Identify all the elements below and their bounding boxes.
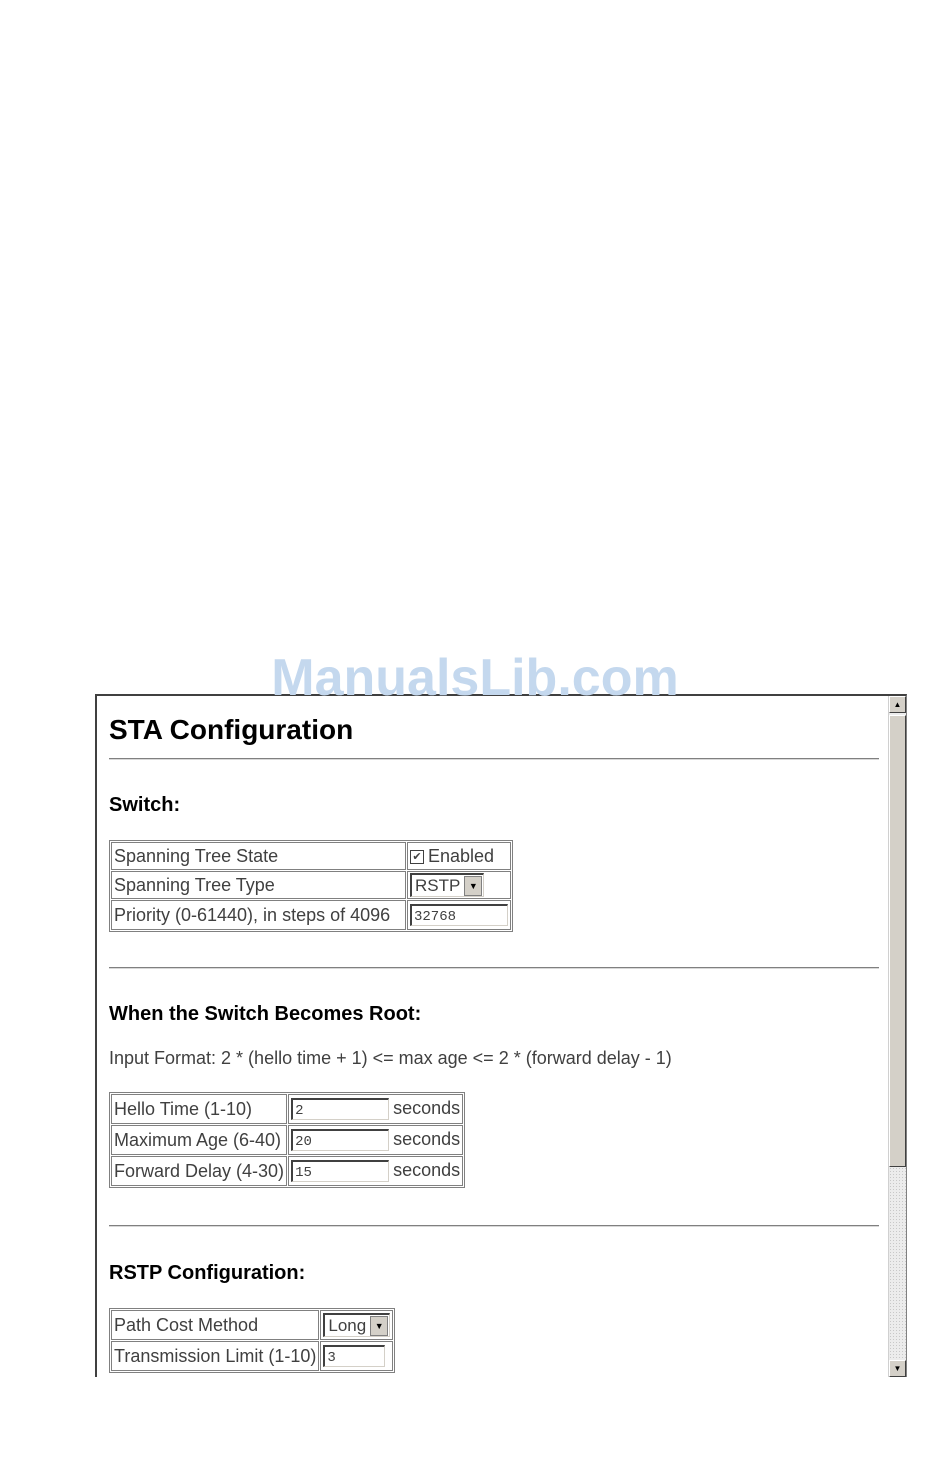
spanning-tree-type-select[interactable] <box>410 873 484 897</box>
scroll-up-arrow-icon[interactable]: ▲ <box>889 696 906 713</box>
spanning-tree-type-label: Spanning Tree Type <box>111 871 406 899</box>
rstp-table <box>109 1308 395 1373</box>
dropdown-arrow-icon[interactable]: ▼ <box>464 876 482 896</box>
max-age-input[interactable]: 20 <box>291 1129 389 1151</box>
hello-time-cell <box>288 1094 463 1124</box>
hello-time-input[interactable]: 2 <box>291 1098 389 1120</box>
forward-delay-unit: seconds <box>393 1159 461 1180</box>
table-row <box>111 842 511 870</box>
path-cost-method-cell <box>320 1310 393 1340</box>
enabled-label: Enabled <box>428 845 495 866</box>
table-row <box>111 1125 463 1155</box>
table-row <box>111 1094 463 1124</box>
switch-heading: Switch: <box>109 794 181 816</box>
title-divider <box>109 758 879 760</box>
vertical-scrollbar[interactable] <box>888 696 906 1377</box>
dropdown-arrow-icon[interactable]: ▼ <box>370 1316 388 1336</box>
path-cost-method-label: Path Cost Method <box>111 1310 319 1340</box>
check-icon: ✔ <box>412 850 422 863</box>
scrollbar-track[interactable] <box>889 1167 906 1360</box>
browser-frame <box>95 694 907 1377</box>
transmission-limit-input[interactable]: 3 <box>323 1345 385 1367</box>
table-row <box>111 900 511 930</box>
rstp-heading: RSTP Configuration: <box>109 1262 306 1284</box>
scroll-down-arrow-icon[interactable]: ▼ <box>889 1360 906 1377</box>
switch-table <box>109 840 513 932</box>
max-age-cell <box>288 1125 463 1155</box>
path-cost-method-value: Long <box>328 1315 367 1335</box>
forward-delay-cell <box>288 1156 463 1186</box>
path-cost-method-select[interactable] <box>323 1313 390 1337</box>
input-format-note: Input Format: 2 * (hello time + 1) <= max age <= 2 * (forward delay - 1) <box>109 1048 672 1068</box>
spanning-tree-state-checkbox[interactable] <box>410 850 424 864</box>
table-row <box>111 871 511 899</box>
switch-divider <box>109 967 879 969</box>
spanning-tree-type-value: RSTP <box>415 875 461 895</box>
forward-delay-label: Forward Delay (4-30) <box>111 1156 287 1186</box>
spanning-tree-state-label: Spanning Tree State <box>111 842 406 870</box>
spanning-tree-state-cell <box>407 842 511 870</box>
forward-delay-input[interactable]: 15 <box>291 1160 389 1182</box>
transmission-limit-label: Transmission Limit (1-10) <box>111 1341 319 1371</box>
priority-label: Priority (0-61440), in steps of 4096 <box>111 900 406 930</box>
root-divider <box>109 1225 879 1227</box>
spanning-tree-type-cell <box>407 871 511 899</box>
root-timers-table <box>109 1092 465 1188</box>
transmission-limit-cell <box>320 1341 393 1371</box>
max-age-unit: seconds <box>393 1128 461 1149</box>
table-row <box>111 1341 393 1371</box>
table-row <box>111 1156 463 1186</box>
root-heading: When the Switch Becomes Root: <box>109 1003 422 1025</box>
hello-time-label: Hello Time (1-10) <box>111 1094 287 1124</box>
hello-time-unit: seconds <box>393 1097 461 1118</box>
scrollbar-thumb[interactable] <box>889 715 906 1167</box>
priority-cell <box>407 900 511 930</box>
manualslib-watermark: ManualsLib.com <box>271 649 679 707</box>
page-title: STA Configuration <box>109 714 354 745</box>
priority-input[interactable]: 32768 <box>410 904 508 926</box>
max-age-label: Maximum Age (6-40) <box>111 1125 287 1155</box>
table-row <box>111 1310 393 1340</box>
